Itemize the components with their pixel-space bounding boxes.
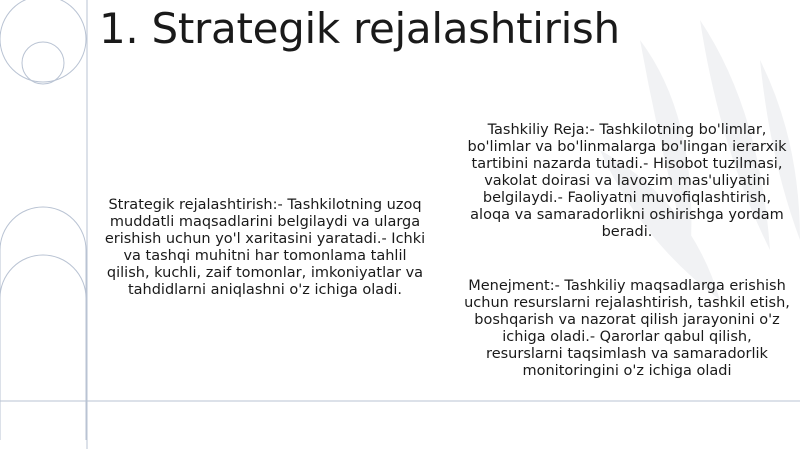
- management-text: Menejment:- Tashkiliy maqsadlarga erishish uchun resurslarni rejalashtirish, tashkil etish, boshqarish va nazorat qilish jarayonini o'z ichiga oladi.- Qarorlar qabul qilish, resurslarni taqsimlash va samaradorlik monitoringini o'z ichiga oladi: [464, 278, 790, 379]
- organizational-plan-text: Tashkiliy Reja:- Tashkilotning bo'limlar, bo'limlar va bo'linmalarga bo'lingan ierarxik tartibini nazarda tutadi.- Hisobot tuzilmasi, vakolat doirasi va lavozim mas'uliyatini belgilaydi.- Faoliyatni muvofiqlashtirish, aloqa va samaradorlikni oshirishga yordam beradi.: [467, 122, 787, 240]
- arch-upper-deco: [0, 207, 86, 440]
- page-title: 1. Strategik rejalashtirish: [99, 4, 620, 53]
- strategic-planning-text: Strategik rejalashtirish:- Tashkilotning uzoq muddatli maqsadlarini belgilaydi va ularga erishish uchun yo'l xaritasini yaratadi.- Ichki va tashqi muhitni har tomonlama tahlil qilish, kuchli, zaif tomonlar, imkoniyatlar va tahdidlarni aniqlashni o'z ichiga oladi.: [104, 197, 426, 298]
- arch-lower-deco: [0, 255, 86, 440]
- circle-inner-deco: [22, 42, 64, 84]
- circle-outer-deco: [0, 0, 86, 82]
